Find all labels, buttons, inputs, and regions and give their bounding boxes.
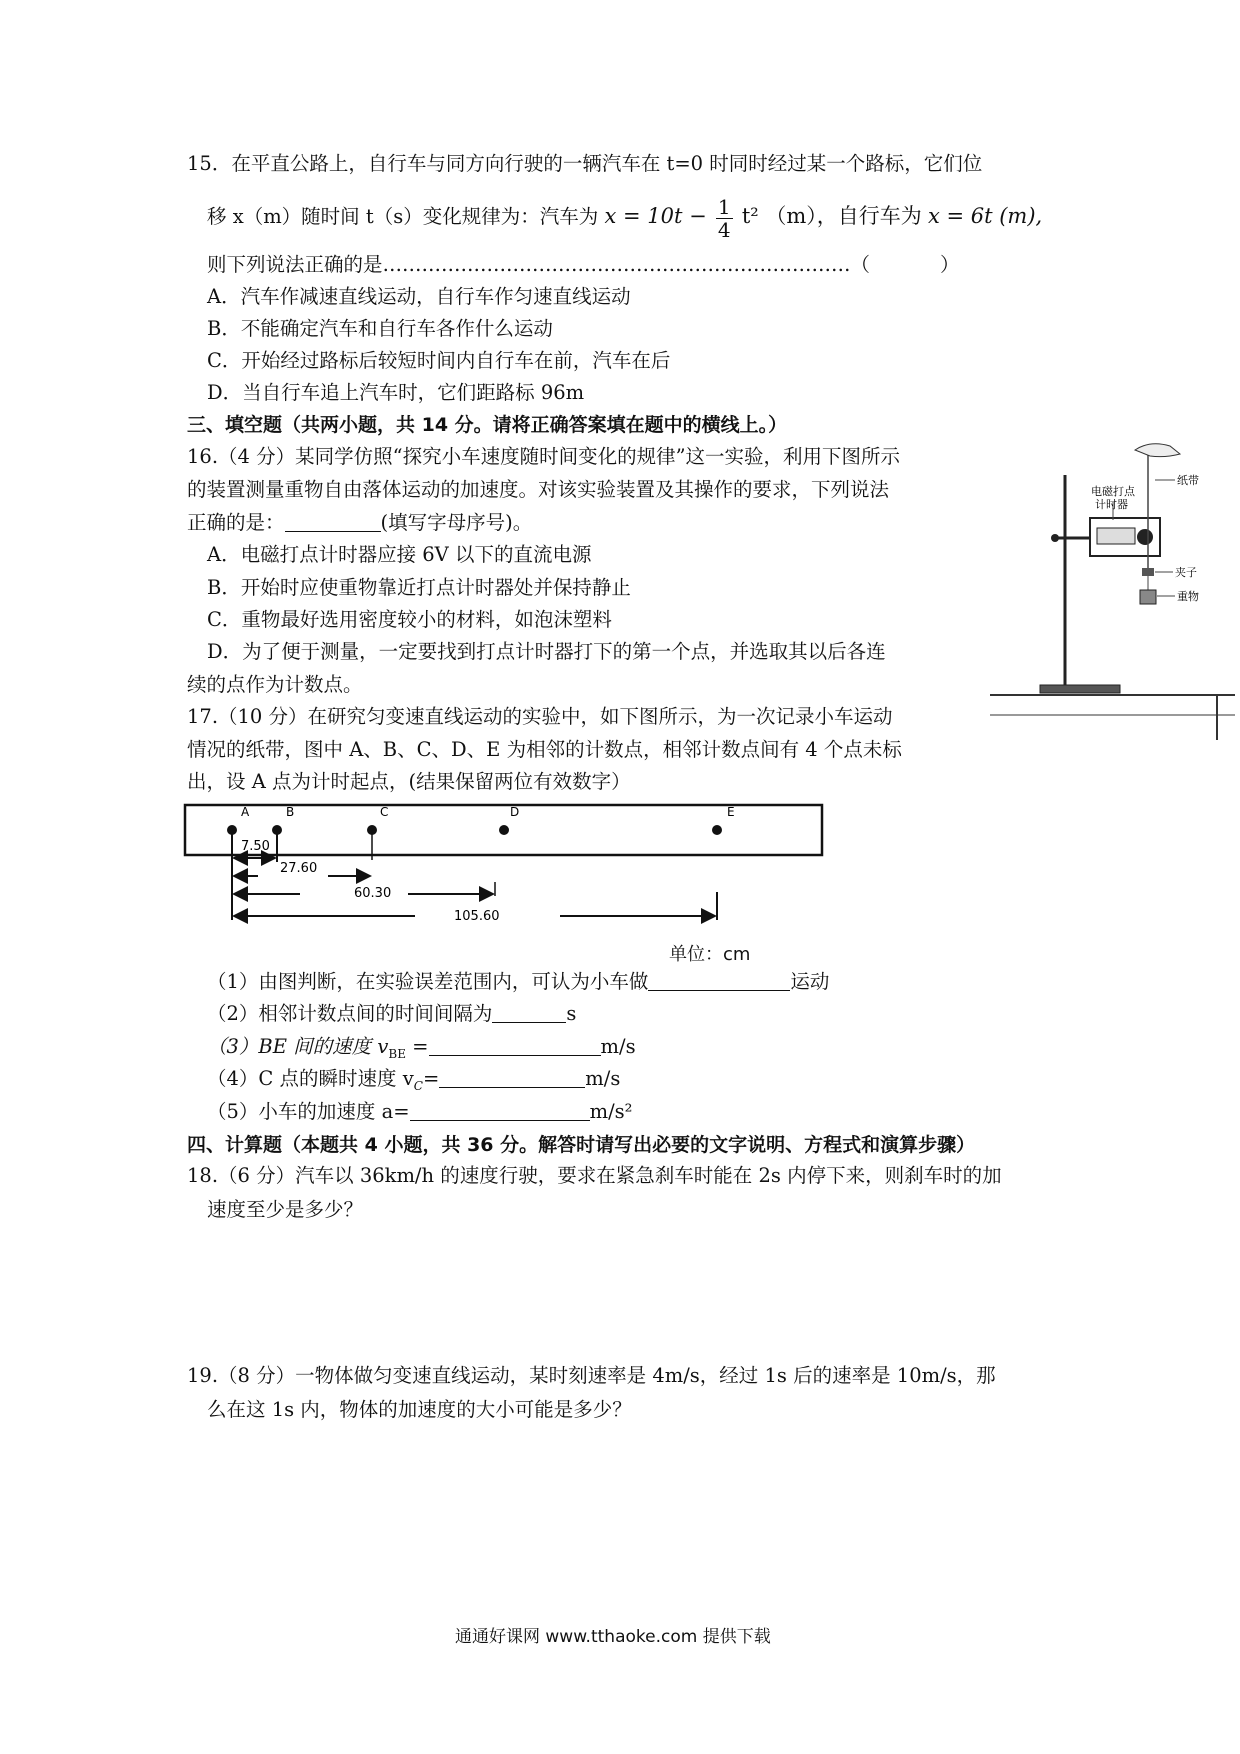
q17-subq-3-text: （3）BE 间的速度 v: [207, 1035, 389, 1058]
q15-line1: 15．在平直公路上，自行车与同方向行驶的一辆汽车在 t=0 时同时经过某一个路标，它们位: [187, 152, 983, 175]
q17-subq-5-blank[interactable]: [410, 1100, 590, 1121]
ticker-tape-diagram: [180, 800, 830, 960]
q18-line1: 18.（6 分）汽车以 36km/h 的速度行驶，要求在紧急刹车时能在 2s 内停下来，则刹车时的加: [187, 1164, 1002, 1187]
q17-subq-2-unit: s: [566, 1002, 577, 1025]
q15-line3-text: 则下列说法正确的是………………………………………………………………（: [207, 253, 871, 276]
weight-label: 重物: [1177, 590, 1199, 603]
q16-option-a: A．电磁打点计时器应接 6V 以下的直流电源: [207, 543, 592, 566]
timer-label: 电磁打点: [1091, 485, 1135, 498]
bike-formula: x = 6t (m),: [927, 204, 1043, 228]
q17-subq-4: [207, 1065, 620, 1100]
q17-subq-3-sub: BE: [388, 1046, 406, 1061]
section3-title: 三、填空题（共两小题，共 14 分。请将正确答案填在题中的横线上。）: [187, 414, 788, 436]
q16-answer-blank[interactable]: [285, 511, 381, 532]
q17-subq-5: [207, 1098, 632, 1126]
page-footer: 通通好课网 www.tthaoke.com 提供下载: [455, 1627, 771, 1647]
q17-subq-3-eq: =: [405, 1035, 429, 1058]
q17-subq-1-text: （1）由图判断，在实验误差范围内，可认为小车做: [207, 970, 649, 993]
q17-line3: 出，设 A 点为计时起点，(结果保留两位有效数字）: [187, 770, 631, 793]
q17-subq-4-unit: m/s: [585, 1067, 621, 1090]
clip-label: 夹子: [1175, 566, 1197, 579]
q17-subq-4-blank[interactable]: [439, 1067, 585, 1088]
q17-subq-2-blank[interactable]: [492, 1002, 566, 1023]
q16-line1: 16.（4 分）某同学仿照“探究小车速度随时间变化的规律”这一实验，利用下图所示: [187, 445, 901, 468]
q16-line2: 的装置测量重物自由落体运动的加速度。对该实验装置及其操作的要求，下列说法: [187, 478, 890, 501]
label-a: A: [241, 805, 250, 819]
distance-ab: 7.50: [241, 839, 270, 854]
q17-subq-2-text: （2）相邻计数点间的时间间隔为: [207, 1002, 493, 1025]
q16-option-c: C．重物最好选用密度较小的材料，如泡沫塑料: [207, 608, 612, 631]
distance-ad: 60.30: [354, 886, 392, 901]
timer-label-2: 计时器: [1095, 498, 1128, 511]
q17-subq-4-sub: C: [413, 1078, 423, 1093]
q17-line1: 17.（10 分）在研究匀变速直线运动的实验中，如下图所示，为一次记录小车运动: [187, 705, 893, 728]
fraction-numerator: 1: [717, 195, 731, 219]
q15-option-c: C．开始经过路标后较短时间内自行车在前，汽车在后: [207, 349, 671, 372]
q19-line1: 19.（8 分）一物体做匀变速直线运动，某时刻速率是 4m/s，经过 1s 后的速率是 10m/s，那: [187, 1364, 996, 1387]
q16-line3-text: 正确的是：: [187, 511, 285, 534]
q16-option-d-cont: 续的点作为计数点。: [187, 673, 363, 696]
tape-label: 纸带: [1177, 474, 1199, 487]
q17-subq-5-unit: m/s²: [589, 1100, 633, 1123]
distance-ac: 27.60: [280, 861, 318, 876]
q19-line2: 么在这 1s 内，物体的加速度的大小可能是多少？: [207, 1398, 632, 1421]
q17-subq-5-text: （5）小车的加速度 a=: [207, 1100, 410, 1123]
section4-title: 四、计算题（本题共 4 小题，共 36 分。解答时请写出必要的文字说明、方程式和演算步骤）: [187, 1134, 976, 1156]
fraction-denominator: 4: [717, 218, 731, 242]
q15-line2: [207, 196, 1042, 241]
q16-option-b: B．开始时应使重物靠近打点计时器处并保持静止: [207, 576, 631, 599]
q15-option-d: D．当自行车追上汽车时，它们距路标 96m: [207, 381, 585, 404]
q18-line2: 速度至少是多少？: [207, 1198, 364, 1221]
q15-option-a: A．汽车作减速直线运动，自行车作匀速直线运动: [207, 285, 631, 308]
distance-ae: 105.60: [454, 909, 500, 924]
point-e: [712, 825, 722, 835]
label-c: C: [380, 805, 389, 819]
car-formula-pre: x = 10t −: [604, 204, 707, 228]
q16-line3-hint: (填写字母序号)。: [380, 511, 533, 534]
q17-subq-3-unit: m/s: [600, 1035, 636, 1058]
car-formula-fraction: [716, 196, 733, 241]
tape-unit: 单位：cm: [669, 944, 751, 965]
q16-line3: [187, 509, 532, 537]
apparatus-figure: [985, 440, 1235, 750]
label-b: B: [286, 805, 295, 819]
q15-line2-text: 移 x（m）随时间 t（s）变化规律为：汽车为: [207, 205, 599, 228]
q17-line2: 情况的纸带，图中 A、B、C、D、E 为相邻的计数点，相邻计数点间有 4 个点未标: [187, 738, 902, 761]
q15-option-b: B．不能确定汽车和自行车各作什么运动: [207, 317, 553, 340]
q15-line3-end: ）: [940, 253, 960, 276]
q17-subq-1: [207, 968, 829, 996]
q17-subq-3-blank[interactable]: [429, 1035, 601, 1056]
q17-subq-4-eq: =: [422, 1067, 440, 1090]
q17-subq-1-blank[interactable]: [648, 970, 790, 991]
q16-option-d: D．为了便于测量，一定要找到打点计时器打下的第一个点，并选取其以后各连: [207, 640, 886, 663]
q17-subq-1-unit: 运动: [790, 970, 830, 993]
label-d: D: [510, 805, 520, 819]
q17-subq-3: [207, 1033, 636, 1068]
point-d: [499, 825, 509, 835]
q17-subq-4-text: （4）C 点的瞬时速度 v: [207, 1067, 414, 1090]
label-e: E: [727, 805, 735, 819]
q15-line3: [207, 251, 960, 279]
car-formula-post: t² （m），自行车为: [741, 204, 922, 228]
q17-subq-2: [207, 1000, 576, 1028]
